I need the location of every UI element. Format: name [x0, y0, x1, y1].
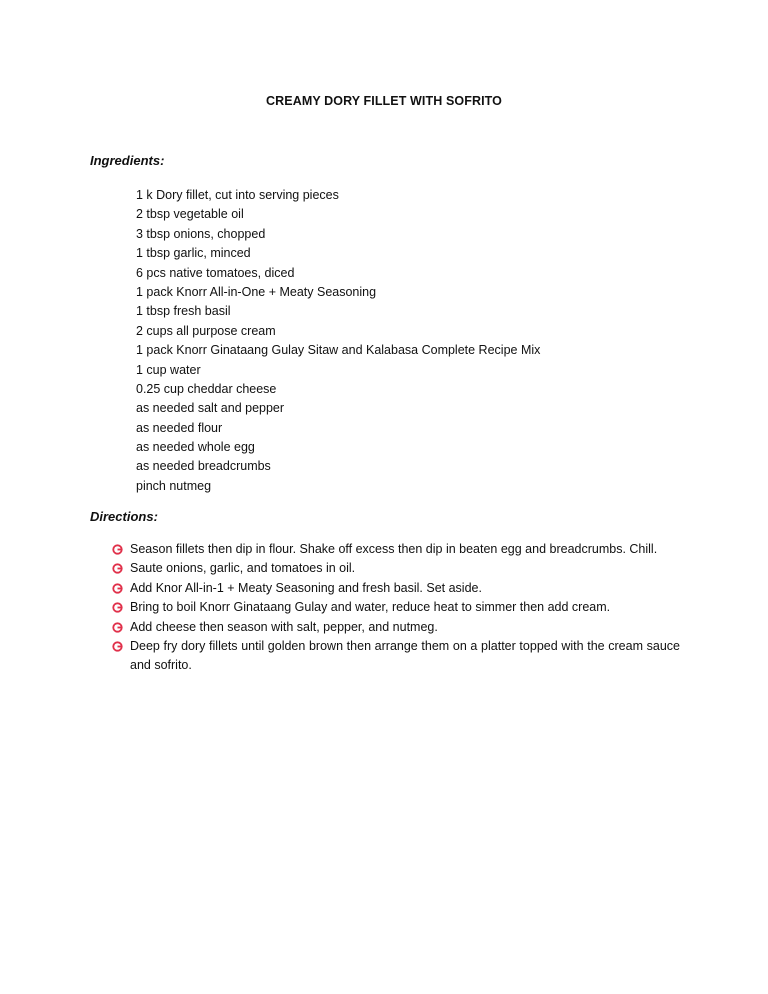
spiral-bullet-icon	[112, 563, 123, 574]
direction-step	[112, 559, 680, 578]
ingredient-item: 1 tbsp fresh basil	[136, 304, 231, 319]
direction-step	[112, 618, 680, 637]
spiral-bullet-icon	[112, 622, 123, 633]
direction-step-text: Season fillets then dip in flour. Shake off excess then dip in beaten egg and breadcrumbs. Chill.	[130, 542, 658, 556]
direction-step	[112, 540, 680, 559]
direction-step-text: Saute onions, garlic, and tomatoes in oil.	[130, 561, 356, 576]
direction-step	[112, 637, 680, 676]
direction-step-text: Deep fry dory fillets until golden brown then arrange them on a platter topped with the cream sauce and sofrito.	[130, 639, 680, 673]
ingredient-item: as needed salt and pepper	[136, 401, 285, 416]
ingredient-item: 2 tbsp vegetable oil	[136, 207, 244, 222]
ingredients-heading: Ingredients:	[90, 153, 165, 168]
ingredient-item: 3 tbsp onions, chopped	[136, 226, 266, 241]
ingredient-item: as needed breadcrumbs	[136, 459, 271, 474]
ingredient-item: 1 tbsp garlic, minced	[136, 246, 251, 261]
direction-step	[112, 598, 680, 617]
ingredients-list	[136, 186, 540, 496]
direction-step-text: Add Knor All-in-1 + Meaty Seasoning and fresh basil. Set aside.	[130, 580, 482, 595]
ingredient-item: 1 pack Knorr All-in-One + Meaty Seasoning	[136, 284, 377, 299]
ingredient-item: 2 cups all purpose cream	[136, 323, 276, 338]
direction-step	[112, 579, 680, 598]
directions-heading: Directions:	[90, 509, 158, 524]
spiral-bullet-icon	[112, 602, 123, 613]
direction-step-text: Bring to boil Knorr Ginataang Gulay and water, reduce heat to simmer then add cream.	[130, 600, 611, 615]
spiral-bullet-icon	[112, 641, 123, 652]
ingredient-item: 6 pcs native tomatoes, diced	[136, 265, 295, 280]
ingredient-item: pinch nutmeg	[136, 478, 212, 493]
ingredient-item: 1 pack Knorr Ginataang Gulay Sitaw and Kalabasa Complete Recipe Mix	[136, 343, 541, 358]
direction-step-text: Add cheese then season with salt, pepper, and nutmeg.	[130, 619, 438, 634]
page-title: CREAMY DORY FILLET WITH SOFRITO	[266, 94, 502, 108]
ingredient-item: 1 cup water	[136, 362, 201, 377]
directions-list	[112, 540, 680, 676]
ingredient-item: 1 k Dory fillet, cut into serving pieces	[136, 188, 339, 202]
ingredient-item: 0.25 cup cheddar cheese	[136, 381, 277, 396]
spiral-bullet-icon	[112, 583, 123, 594]
ingredient-item: as needed flour	[136, 420, 223, 435]
ingredient-item: as needed whole egg	[136, 440, 255, 455]
spiral-bullet-icon	[112, 544, 123, 555]
